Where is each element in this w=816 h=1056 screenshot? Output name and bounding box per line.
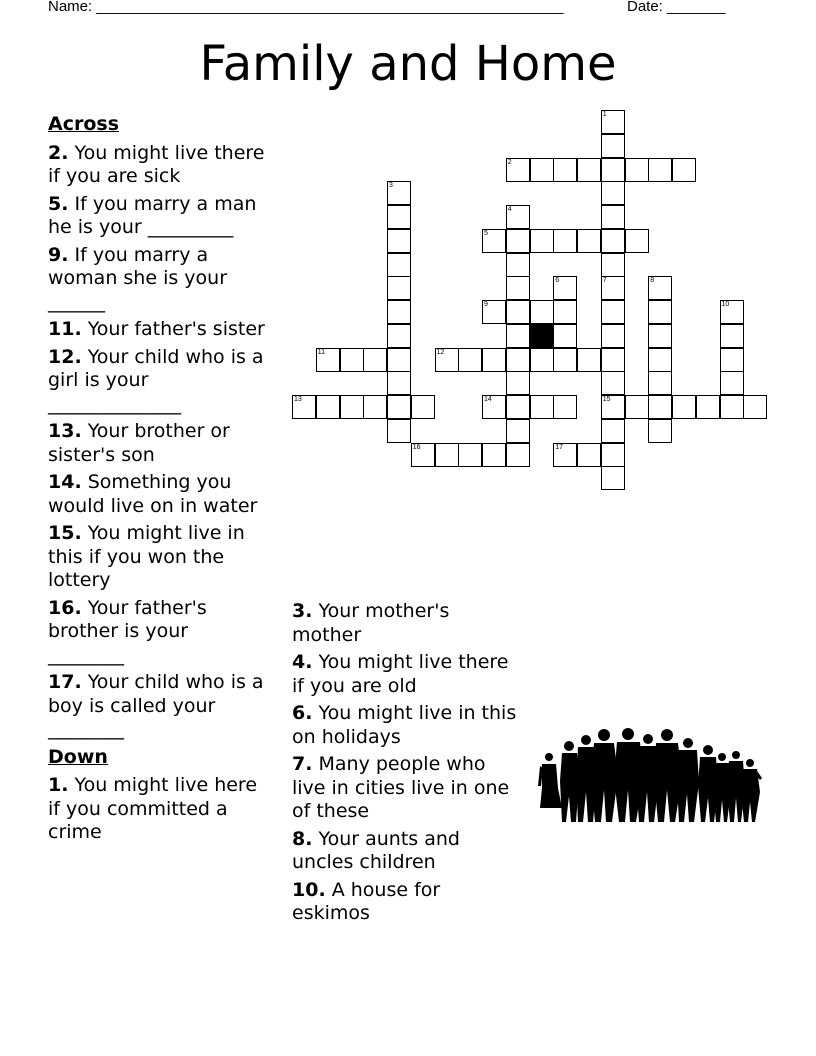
clue-across-13 <box>48 420 270 467</box>
clue-text: Your father's sister <box>87 318 265 340</box>
grid-cell[interactable] <box>577 348 601 372</box>
grid-cell[interactable] <box>601 371 625 395</box>
grid-cell[interactable] <box>553 348 577 372</box>
clue-text: If you marry a woman she is your ______ <box>48 243 228 313</box>
clue-number: 10. <box>292 878 326 901</box>
clue-text: A house for eskimos <box>292 878 441 924</box>
grid-cell[interactable] <box>458 348 482 372</box>
grid-cell[interactable] <box>601 419 625 443</box>
cell-number: 16 <box>412 443 421 451</box>
grid-cell[interactable] <box>363 348 387 372</box>
clue-number: 6. <box>292 702 313 724</box>
clue-down-1 <box>48 774 270 845</box>
grid-cell[interactable] <box>577 158 601 182</box>
grid-cell[interactable] <box>625 229 649 253</box>
clue-down-6 <box>292 702 518 749</box>
clue-number: 1. <box>48 774 69 796</box>
grid-cell[interactable] <box>530 158 554 182</box>
grid-cell[interactable] <box>601 229 625 253</box>
clue-number: 12. <box>48 345 82 368</box>
grid-cell[interactable] <box>601 276 625 300</box>
grid-cell[interactable] <box>601 324 625 348</box>
cell-number: 3 <box>389 182 393 190</box>
grid-cell[interactable] <box>553 300 577 324</box>
grid-cell[interactable] <box>411 395 435 419</box>
clue-text: You might live here if you committed a crime <box>48 774 258 843</box>
grid-cell[interactable] <box>601 300 625 324</box>
grid-cell[interactable] <box>553 324 577 348</box>
grid-cell[interactable] <box>601 158 625 182</box>
grid-cell[interactable] <box>625 395 649 419</box>
down-heading: Down <box>48 745 108 768</box>
grid-cell[interactable] <box>601 110 625 134</box>
blocked-cell <box>530 324 554 348</box>
grid-cell[interactable] <box>577 229 601 253</box>
grid-cell[interactable] <box>577 443 601 467</box>
grid-cell[interactable] <box>530 229 554 253</box>
grid-cell[interactable] <box>506 395 530 419</box>
grid-cell[interactable] <box>553 158 577 182</box>
cell-number: 11 <box>317 348 326 356</box>
grid-cell[interactable] <box>648 276 672 300</box>
grid-cell[interactable] <box>648 324 672 348</box>
cell-number: 4 <box>507 206 512 213</box>
grid-cell[interactable] <box>625 158 649 182</box>
clue-number: 4. <box>292 651 313 673</box>
grid-cell[interactable] <box>387 205 411 229</box>
grid-cell[interactable] <box>553 276 577 300</box>
clue-text: You might live there if you are sick <box>48 141 265 187</box>
grid-cell[interactable] <box>672 158 696 182</box>
grid-cell[interactable] <box>387 324 411 348</box>
clue-text: Something you would live on in water <box>48 471 258 517</box>
grid-cell[interactable] <box>648 348 672 372</box>
grid-cell[interactable] <box>601 466 625 490</box>
grid-cell[interactable] <box>387 348 411 372</box>
clue-text: If you marry a man he is your _________ <box>48 192 257 238</box>
grid-cell[interactable] <box>435 443 459 467</box>
down-clues <box>292 600 518 930</box>
clue-text: You might live in this on holidays <box>292 702 517 748</box>
grid-cell[interactable] <box>530 348 554 372</box>
grid-cell[interactable] <box>601 253 625 277</box>
grid-cell[interactable] <box>601 134 625 158</box>
grid-cell[interactable] <box>672 395 696 419</box>
cell-number: 1 <box>602 111 607 118</box>
grid-cell[interactable] <box>482 443 506 467</box>
grid-cell[interactable] <box>601 348 625 372</box>
clue-text: Your mother's mother <box>292 600 450 646</box>
clue-across-2 <box>48 142 270 189</box>
grid-cell[interactable] <box>720 371 744 395</box>
grid-cell[interactable] <box>648 158 672 182</box>
grid-cell[interactable] <box>387 419 411 443</box>
cell-number: 15 <box>602 396 611 403</box>
grid-cell[interactable] <box>435 348 459 372</box>
grid-cell[interactable] <box>482 300 506 324</box>
grid-cell[interactable] <box>387 371 411 395</box>
grid-cell[interactable] <box>506 300 530 324</box>
grid-cell[interactable] <box>387 253 411 277</box>
clue-text: You might live in this if you won the lottery <box>48 522 245 591</box>
clue-down-4 <box>292 651 518 698</box>
clue-number: 15. <box>48 522 82 544</box>
grid-cell[interactable] <box>363 395 387 419</box>
grid-cell[interactable] <box>482 229 506 253</box>
cell-number: 14 <box>484 396 492 403</box>
grid-cell[interactable] <box>506 205 530 229</box>
clue-number: 11. <box>48 318 82 340</box>
grid-cell[interactable] <box>506 443 530 467</box>
grid-cell[interactable] <box>553 229 577 253</box>
grid-cell[interactable] <box>720 348 744 372</box>
grid-cell[interactable] <box>387 276 411 300</box>
grid-cell[interactable] <box>387 395 411 419</box>
grid-cell[interactable] <box>648 371 672 395</box>
grid-cell[interactable] <box>601 181 625 205</box>
grid-cell[interactable] <box>316 395 340 419</box>
clue-across-12 <box>48 346 270 417</box>
grid-cell[interactable] <box>458 443 482 467</box>
clue-across-15 <box>48 522 270 593</box>
grid-cell[interactable] <box>648 395 672 419</box>
grid-cell[interactable] <box>720 324 744 348</box>
clue-number: 17. <box>48 671 82 693</box>
grid-cell[interactable] <box>648 300 672 324</box>
grid-cell[interactable] <box>316 348 340 372</box>
clue-text: Your aunts and uncles children <box>292 827 460 873</box>
clue-number: 14. <box>48 471 82 493</box>
grid-cell[interactable] <box>648 419 672 443</box>
clue-down-7 <box>292 753 518 824</box>
grid-cell[interactable] <box>696 395 720 419</box>
clue-down-8 <box>292 828 518 875</box>
cell-number: 9 <box>484 301 488 308</box>
clue-number: 5. <box>48 192 69 215</box>
grid-cell[interactable] <box>553 443 577 467</box>
clue-across-14 <box>48 471 270 518</box>
cell-number: 7 <box>602 277 607 285</box>
grid-cell[interactable] <box>482 395 506 419</box>
grid-cell[interactable] <box>720 395 744 419</box>
clue-down-3 <box>292 600 518 647</box>
clue-across-16 <box>48 597 270 668</box>
grid-cell[interactable] <box>482 348 506 372</box>
cell-number: 17 <box>555 443 564 451</box>
cell-number: 13 <box>294 396 302 403</box>
grid-cell[interactable] <box>506 371 530 395</box>
clue-number: 2. <box>48 141 69 164</box>
grid-cell[interactable] <box>411 443 435 467</box>
grid-cell[interactable] <box>506 348 530 372</box>
grid-cell[interactable] <box>340 395 364 419</box>
across-clues <box>48 113 270 849</box>
clue-across-17 <box>48 671 270 742</box>
cell-number: 6 <box>555 277 560 285</box>
grid-cell[interactable] <box>387 181 411 205</box>
grid-cell[interactable] <box>506 276 530 300</box>
clue-text: You might live there if you are old <box>292 651 509 697</box>
grid-cell[interactable] <box>506 229 530 253</box>
grid-cell[interactable] <box>506 253 530 277</box>
clue-text: Your child who is a boy is called your ________ <box>48 671 264 740</box>
clue-across-5 <box>48 193 270 240</box>
cell-number: 5 <box>484 229 488 237</box>
clue-across-9 <box>48 244 270 315</box>
cell-number: 2 <box>507 158 512 166</box>
clue-number: 8. <box>292 827 313 850</box>
date-field-label: Date: _______ <box>627 0 726 15</box>
clue-number: 9. <box>48 243 69 266</box>
family-silhouette-icon <box>536 726 764 826</box>
across-heading: Across <box>48 113 120 135</box>
grid-cell[interactable] <box>553 395 577 419</box>
page-title: Family and Home <box>199 36 617 92</box>
grid-cell[interactable] <box>292 395 316 419</box>
grid-cell[interactable] <box>720 300 744 324</box>
clue-down-10 <box>292 879 518 926</box>
cell-number: 10 <box>721 301 730 308</box>
grid-cell[interactable] <box>506 324 530 348</box>
grid-cell[interactable] <box>387 300 411 324</box>
grid-cell[interactable] <box>506 158 530 182</box>
grid-cell[interactable] <box>506 419 530 443</box>
clue-number: 16. <box>48 596 82 619</box>
clue-number: 7. <box>292 753 313 775</box>
clue-across-11 <box>48 318 270 342</box>
clue-text: Your child who is a girl is your ______________ <box>48 345 264 415</box>
cell-number: 8 <box>650 277 655 285</box>
grid-cell[interactable] <box>387 229 411 253</box>
grid-cell[interactable] <box>601 205 625 229</box>
name-field-label: Name: ________________________________________________________ <box>48 0 564 15</box>
grid-cell[interactable] <box>340 348 364 372</box>
grid-cell[interactable] <box>601 443 625 467</box>
grid-cell[interactable] <box>530 395 554 419</box>
clue-number: 3. <box>292 600 313 622</box>
cell-number: 12 <box>436 348 445 356</box>
clue-text: Your father's brother is your ________ <box>48 596 207 666</box>
clue-text: Your brother or sister's son <box>48 420 230 466</box>
grid-cell[interactable] <box>530 300 554 324</box>
clue-number: 13. <box>48 420 82 442</box>
grid-cell[interactable] <box>743 395 767 419</box>
grid-cell[interactable] <box>601 395 625 419</box>
clue-text: Many people who live in cities live in one of these <box>292 753 510 822</box>
